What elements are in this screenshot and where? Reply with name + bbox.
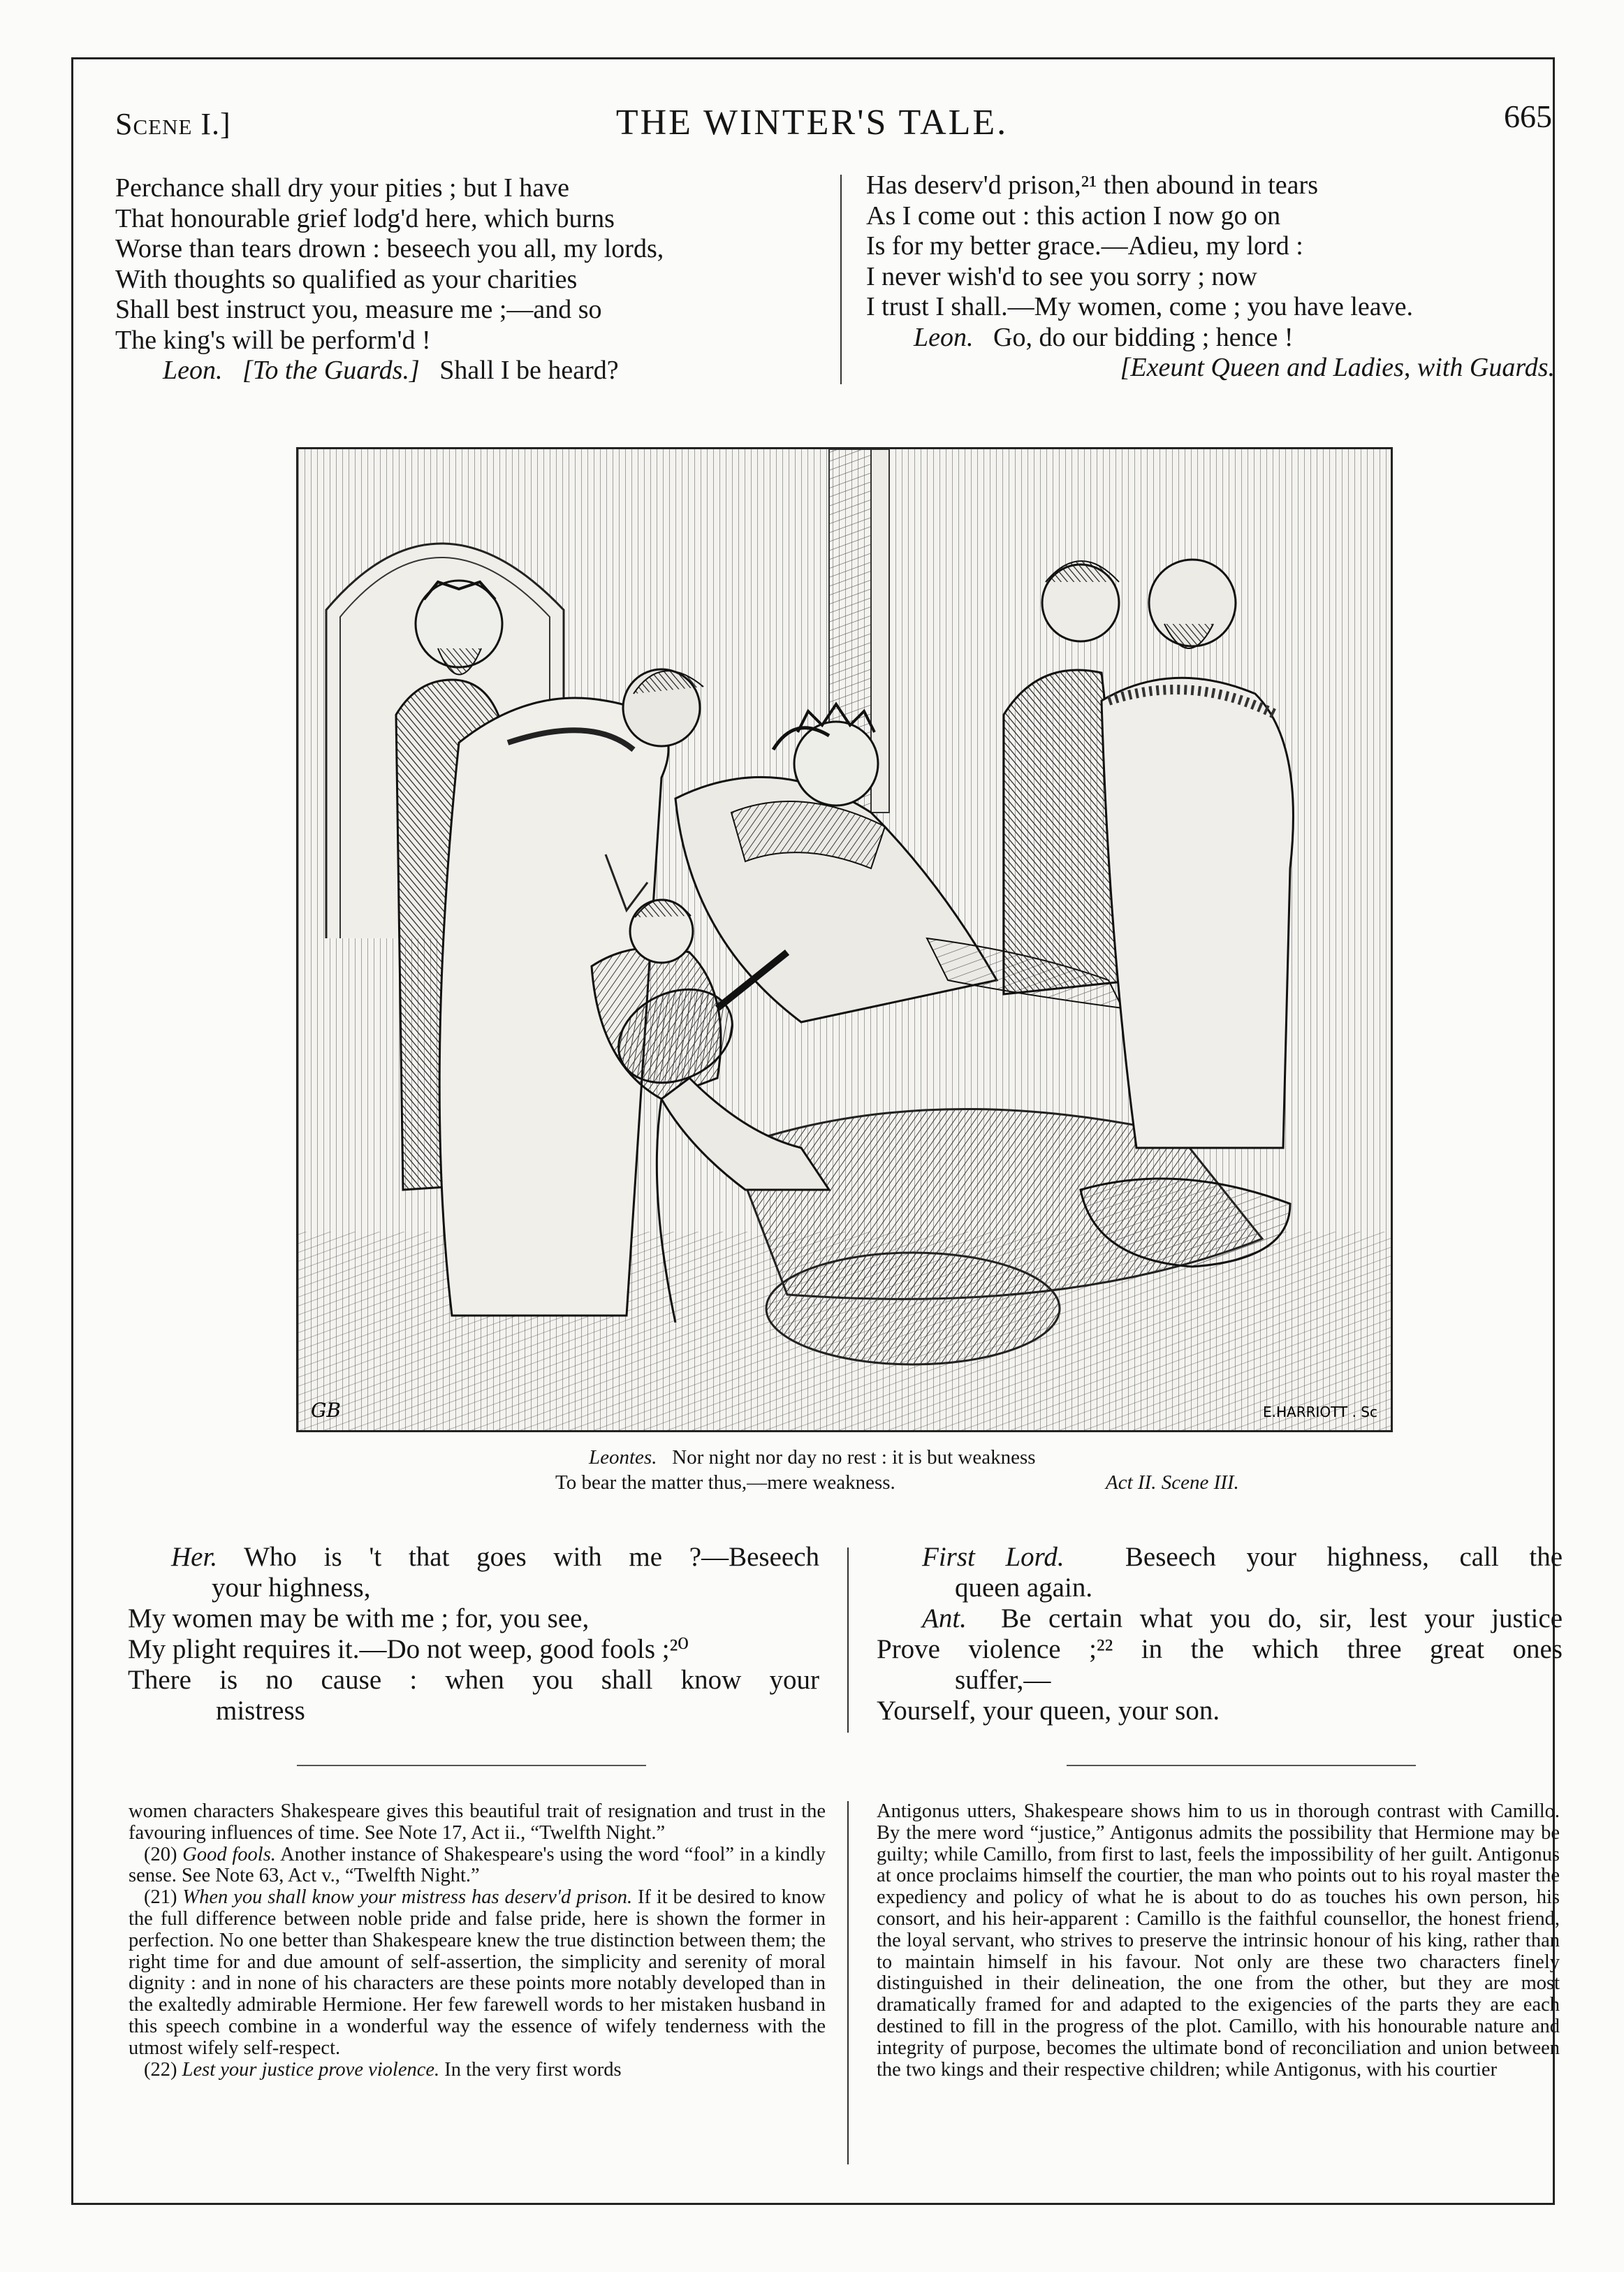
verse-line-leon <box>866 323 1558 354</box>
caption-reference: Act II. Scene III. <box>1106 1471 1239 1494</box>
verse-line: Perchance shall dry your pities ; but I have <box>115 173 570 203</box>
page-number: 665 <box>1504 99 1552 134</box>
footnote-number: (22) <box>144 2058 177 2081</box>
engraving-drawing <box>298 449 1391 1430</box>
engraving-illustration <box>296 447 1393 1432</box>
top-left-verse <box>115 173 821 386</box>
verse-line: suffer,— <box>955 1665 1051 1695</box>
verse-line: Yourself, your queen, your son. <box>877 1696 1220 1726</box>
footnote-number: (20) <box>144 1843 177 1865</box>
verse-line: Is for my better grace.—Adieu, my lord : <box>866 231 1303 261</box>
scene-label: Scene I.] <box>115 107 231 141</box>
verse-line: Shall best instruct you, measure me ;—and so <box>115 295 602 324</box>
notes-rule-left <box>297 1765 646 1766</box>
verse-line <box>128 1542 819 1573</box>
verse-text: Beseech your highness, call the <box>1125 1542 1563 1572</box>
speaker-name: First Lord. <box>922 1542 1065 1572</box>
footnotes-left <box>129 1801 826 2081</box>
stage-direction: [To the Guards.] <box>242 356 420 385</box>
verse-text: Shall I be heard? <box>439 356 619 385</box>
verse-line: The king's will be perform'd ! <box>115 325 431 355</box>
verse-line: With thoughts so qualified as your charities <box>115 264 578 294</box>
verse-line: There is no cause : when you shall know your <box>128 1665 819 1695</box>
verse-line: your highness, <box>212 1573 371 1603</box>
verse-line: My women may be with me ; for, you see, <box>128 1603 590 1633</box>
verse-line: That honourable grief lodg'd here, which burns <box>115 203 615 233</box>
speaker-name: Ant. <box>922 1603 967 1633</box>
speaker-name: Her. <box>171 1542 218 1572</box>
page-title: THE WINTER'S TALE. <box>615 103 1009 143</box>
top-right-verse <box>866 170 1558 384</box>
footnotes-right <box>877 1801 1560 2081</box>
footnote-continuation: Antigonus utters, Shakespeare shows him to us in thorough contrast with Camillo. By the mere word “justice,” Antigonus admits the possibility that Hermione may be guilty; while Camillo, from first to last, feels the impossibility of her guilt. Antigonus at once proclaims himself the courtier, the man who points out to his royal master the expediency and policy of what he is about to do as touches his own person, his consort, and his heir-apparent : Camillo is the faithful counsellor, the honest friend, the loyal servant, who strives to preserve the intrinsic honour of his king, rather than to maintain himself in his favour. Not only are these two characters finely distinguished in their delineation, the one from the other, but they are most dramatically framed for and adapted to the exigencies of the parts they are each destined to fill in the progress of the plot. Camillo, with his honourable nature and integrity of purpose, becomes the ultimate bond of reconciliation and union between the two kings and their respective children; while Antigonus, with his courtier <box>877 1800 1560 2081</box>
verse-line-inner <box>171 1542 819 1573</box>
verse-line: Worse than tears drown : beseech you all, my lords, <box>115 234 664 263</box>
verse-line: As I come out : this action I now go on <box>866 201 1281 231</box>
verse-line: mistress <box>216 1696 305 1726</box>
verse-line: I trust I shall.—My women, come ; you have leave. <box>866 292 1414 321</box>
footnote-text: In the very first words <box>444 2058 622 2081</box>
verse-line: queen again. <box>955 1573 1093 1603</box>
running-head <box>0 98 1624 154</box>
verse-text: Go, do our bidding ; hence ! <box>993 322 1294 352</box>
mid-right-verse <box>877 1542 1563 1726</box>
caption-line: Nor night nor day no rest : it is but weakness <box>672 1446 1036 1469</box>
footnote-title: When you shall know your mistress has deserv'd prison. <box>182 1886 633 1909</box>
footnote-title: Good fools. <box>182 1843 276 1865</box>
footnote-text: Another instance of Shakespeare's using the word “fool” in a kindly sense. See Note 63, Act v., “Twelfth Night.” <box>129 1843 826 1887</box>
column-divider <box>840 175 842 384</box>
speaker-name: Leon. <box>163 356 223 385</box>
verse-line: I never wish'd to see you sorry ; now <box>866 261 1257 291</box>
footnote-text: If it be desired to know the full difference between noble pride and false pride, here is shown the former in perfection. No one better than Shakespeare knew the true distinction between them; the right time for and due amount of self-assertion, the simplicity and serenity of moral dignity : and in none of his characters are these points more notably developed than in the exaltedly admirable Hermione. Her few farewell words to her mistaken husband in this speech combine in a wonderful way the essence of wifely tenderness with the utmost wifely self-respect. <box>129 1886 826 2059</box>
artist-monogram: GB <box>311 1399 341 1422</box>
engraver-signature: E.HARRIOTT . Sc <box>1263 1404 1377 1420</box>
verse-line-inner <box>922 1542 1563 1573</box>
footnote-number: (21) <box>144 1886 177 1909</box>
mid-left-verse <box>128 1542 819 1726</box>
footnote-20 <box>129 1844 826 1888</box>
footnote-21 <box>129 1887 826 2059</box>
column-divider <box>847 1801 849 2164</box>
verse-line-inner <box>922 1603 1563 1634</box>
footnote-22 <box>129 2060 826 2081</box>
speaker-name: Leon. <box>914 322 974 352</box>
caption-line: To bear the matter thus,—mere weakness. <box>555 1471 895 1494</box>
verse-text: Who is 't that goes with me ?—Beseech <box>244 1542 820 1572</box>
footnote-title: Lest your justice prove violence. <box>182 2058 440 2081</box>
verse-line: My plight requires it.—Do not weep, good fools ;²⁰ <box>128 1634 689 1664</box>
verse-text: Be certain what you do, sir, lest your justice <box>1001 1603 1563 1633</box>
verse-line: Has deserv'd prison,²¹ then abound in tears <box>866 170 1318 200</box>
footnote-continuation: women characters Shakespeare gives this beautiful trait of resignation and trust in the favouring influences of time. See Note 17, Act ii., “Twelfth Night.” <box>129 1800 826 1844</box>
verse-line: Prove violence ;²² in the which three great ones <box>877 1634 1563 1664</box>
notes-rule-right <box>1067 1765 1416 1766</box>
caption-speaker: Leontes. <box>589 1446 657 1469</box>
column-divider <box>847 1548 849 1733</box>
verse-line-leon <box>115 356 821 386</box>
stage-direction: [Exeunt Queen and Ladies, with Guards. <box>1120 353 1555 382</box>
